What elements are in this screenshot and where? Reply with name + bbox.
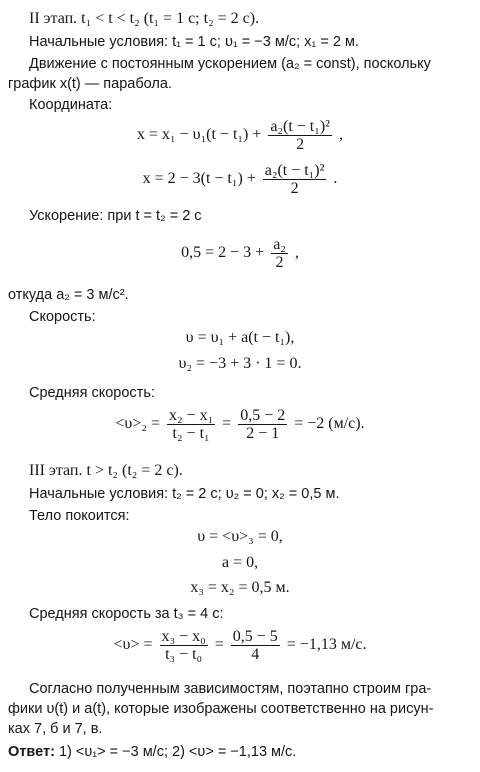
- equation-acceleration: [0, 236, 480, 271]
- eq10-fraction-1: [160, 628, 208, 663]
- equation-coordinate-specific: [0, 162, 480, 197]
- eq10-fraction-2: [231, 628, 280, 663]
- eq1-fraction: [268, 118, 332, 153]
- eq10-equals: =: [214, 636, 224, 654]
- speed-label: Скорость:: [29, 309, 96, 325]
- equation-speed: υ = υ₁ + a(t − t₁),: [185, 329, 295, 346]
- eq6-fraction-2: [238, 407, 287, 442]
- eq6-numerator-2: 0,5 − 2: [240, 407, 286, 424]
- stage2-initial-conditions: Начальные условия: t₁ = 1 с; υ₁ = −3 м/с; x₁ = 2 м.: [29, 34, 359, 50]
- eq3-numerator: a₂: [273, 236, 286, 253]
- stage2-motion-line2: график x(t) — парабола.: [8, 76, 172, 92]
- eq6-denominator-2: 2 − 1: [246, 425, 280, 442]
- conclusion-line2: фики υ(t) и a(t), которые изображены соответственно на рисун-: [8, 701, 434, 717]
- eq10-denominator-1: t₃ − t₀: [165, 646, 203, 663]
- equation-average-speed-2: [0, 407, 480, 442]
- eq10-end: = −1,13 м/с.: [286, 636, 367, 654]
- eq2-denominator: 2: [290, 180, 299, 197]
- eq6-numerator-1: x₂ − x₁: [168, 407, 214, 424]
- eq6-equals: =: [222, 415, 232, 433]
- coordinate-label: Координата:: [29, 97, 113, 113]
- equation-rest-speed: υ = <υ>₃ = 0,: [197, 528, 283, 545]
- equation-average-speed-total: [0, 628, 480, 663]
- body-at-rest-label: Тело покоится:: [29, 508, 130, 524]
- eq1-numerator: a₂(t − t₁)²: [270, 118, 330, 135]
- equation-rest-coordinate: x₃ = x₂ = 0,5 м.: [190, 579, 290, 596]
- stage3-heading: III этап. t > t₂ (t₂ = 2 с).: [29, 462, 183, 479]
- eq6-end: = −2 (м/с).: [294, 415, 365, 433]
- equation-coordinate-general: [0, 118, 480, 153]
- equation-rest-acceleration: a = 0,: [221, 554, 259, 571]
- conclusion-line3: ках 7, б и 7, в.: [8, 721, 103, 737]
- equation-speed-value: υ₂ = −3 + 3 · 1 = 0.: [178, 355, 302, 372]
- eq3-denominator: 2: [275, 254, 284, 271]
- eq10-numerator-1: x₃ − x₀: [161, 628, 206, 645]
- average-speed-total-label: Средняя скорость за t₃ = 4 с:: [29, 606, 224, 622]
- eq2-end: .: [333, 170, 338, 188]
- eq1-denominator: 2: [296, 136, 305, 153]
- whence-line: откуда a₂ = 3 м/с².: [8, 287, 129, 303]
- conclusion-line1: Согласно полученным зависимостям, поэтапно строим гра-: [29, 681, 432, 697]
- eq2-left: x = 2 − 3(t − t₁) +: [142, 170, 256, 188]
- eq6-left: <υ>₂ =: [115, 415, 160, 433]
- stage3-initial-conditions: Начальные условия: t₂ = 2 с; υ₂ = 0; x₂ = 0,5 м.: [29, 486, 340, 502]
- stage2-heading: II этап. t₁ < t < t₂ (t₁ = 1 с; t₂ = 2 с).: [29, 10, 260, 27]
- eq6-denominator-1: t₂ − t₁: [172, 425, 210, 442]
- answer-text: 1) <υ₁> = −3 м/с; 2) <υ> = −1,13 м/с.: [58, 744, 297, 760]
- answer-label: Ответ:: [8, 744, 55, 760]
- answer-line: [8, 743, 296, 761]
- stage2-motion-line1: Движение с постоянным ускорением (a₂ = const), поскольку: [29, 56, 431, 72]
- eq6-fraction-1: [167, 407, 215, 442]
- acceleration-label: Ускорение: при t = t₂ = 2 с: [29, 208, 202, 224]
- eq3-left: 0,5 = 2 − 3 +: [181, 244, 265, 262]
- eq1-end: ,: [338, 126, 343, 144]
- eq2-numerator: a₂(t − t₁)²: [264, 162, 325, 179]
- eq1-left: x = x₁ − υ₁(t − t₁) +: [137, 126, 262, 144]
- eq10-numerator-2: 0,5 − 5: [232, 628, 278, 645]
- eq3-end: ,: [294, 244, 299, 262]
- eq2-fraction: [263, 162, 327, 197]
- eq10-denominator-2: 4: [251, 646, 260, 663]
- average-speed-label: Средняя скорость:: [29, 385, 155, 401]
- eq10-left: <υ> =: [113, 636, 153, 654]
- eq3-fraction: [271, 236, 288, 271]
